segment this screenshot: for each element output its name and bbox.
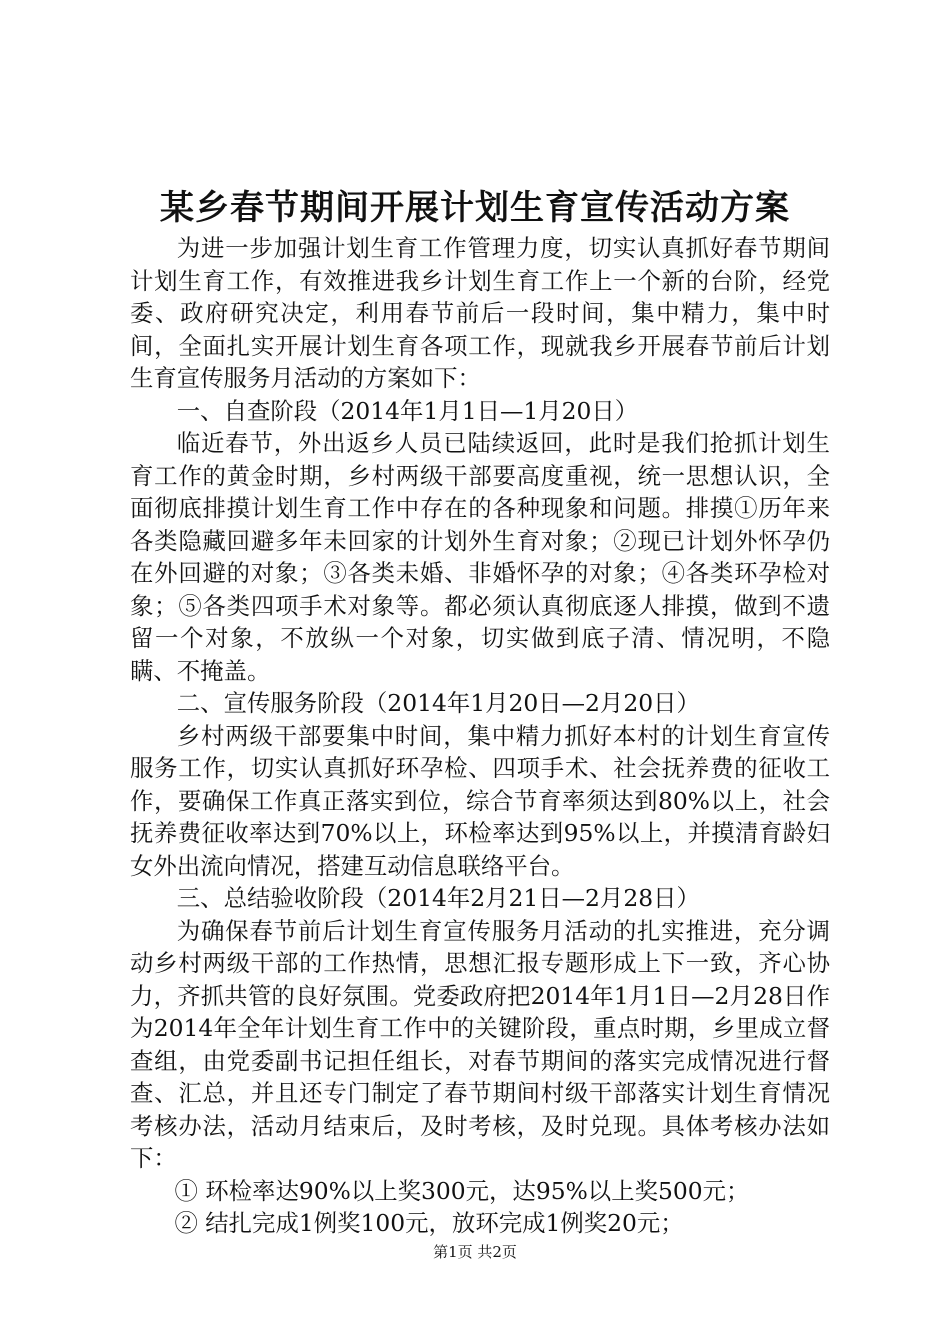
reward-item-2: ② 结扎完成1例奖100元，放环完成1例奖20元； — [174, 1209, 684, 1237]
document-body — [130, 232, 830, 1240]
section-heading-summary-acceptance: 三、总结验收阶段（2014年2月21日—2月28日） — [176, 884, 700, 912]
self-check-paragraph: 临近春节，外出返乡人员已陆续返回，此时是我们抢抓计划生育工作的黄金时期，乡村两级干部要高度重视，统一思想认识，全面彻底排摸计划生育工作中存在的各种现象和问题。排摸①历年来各类隐藏回避多年未回家的计划外生育对象；②现已计划外怀孕仍在外回避的对象；③各类未婚、非婚怀孕的对象；④各类环孕检对象；⑤各类四项手术对象等。都必须认真彻底逐人排摸，做到不遗留一个对象，不放纵一个对象，切实做到底子清、情况明，不隐瞒、不掩盖。 — [130, 429, 830, 685]
page-number-footer: 第1页 共2页 — [433, 1243, 517, 1261]
section-heading-self-check: 一、自查阶段（2014年1月1日—1月20日） — [176, 396, 639, 425]
summary-acceptance-paragraph: 为确保春节前后计划生育宣传服务月活动的扎实推进，充分调动乡村两级干部的工作热情，思想汇报专题形成上下一致，齐心协力，齐抓共管的良好氛围。党委政府把2014年1月1日—2月28日作为2014年全年计划生育工作中的关键阶段，重点时期，乡里成立督查组，由党委副书记担任组长，对春节期间的落实完成情况进行督查、汇总，并且还专门制定了春节期间村级干部落实计划生育情况考核办法，活动月结束后，及时考核，及时兑现。具体考核办法如下： — [130, 916, 830, 1172]
section-heading-publicity-service: 二、宣传服务阶段（2014年1月20日—2月20日） — [176, 689, 700, 717]
reward-item-1: ① 环检率达90%以上奖300元，达95%以上奖500元； — [174, 1176, 750, 1205]
document-title: 某乡春节期间开展计划生育宣传活动方案 — [160, 188, 790, 228]
intro-paragraph: 为进一步加强计划生育工作管理力度，切实认真抓好春节期间计划生育工作，有效推进我乡计划生育工作上一个新的台阶，经党委、政府研究决定，利用春节前后一段时间，集中精力，集中时间，全面扎实开展计划生育各项工作，现就我乡开展春节前后计划生育宣传服务月活动的方案如下： — [130, 234, 830, 392]
publicity-service-paragraph: 乡村两级干部要集中时间，集中精力抓好本村的计划生育宣传服务工作，切实认真抓好环孕检、四项手术、社会抚养费的征收工作，要确保工作真正落实到位，综合节育率须达到80%以上，社会抚养费征收率达到70%以上，环检率达到95%以上，并摸清育龄妇女外出流向情况，搭建互动信息联络平台。 — [130, 721, 830, 880]
